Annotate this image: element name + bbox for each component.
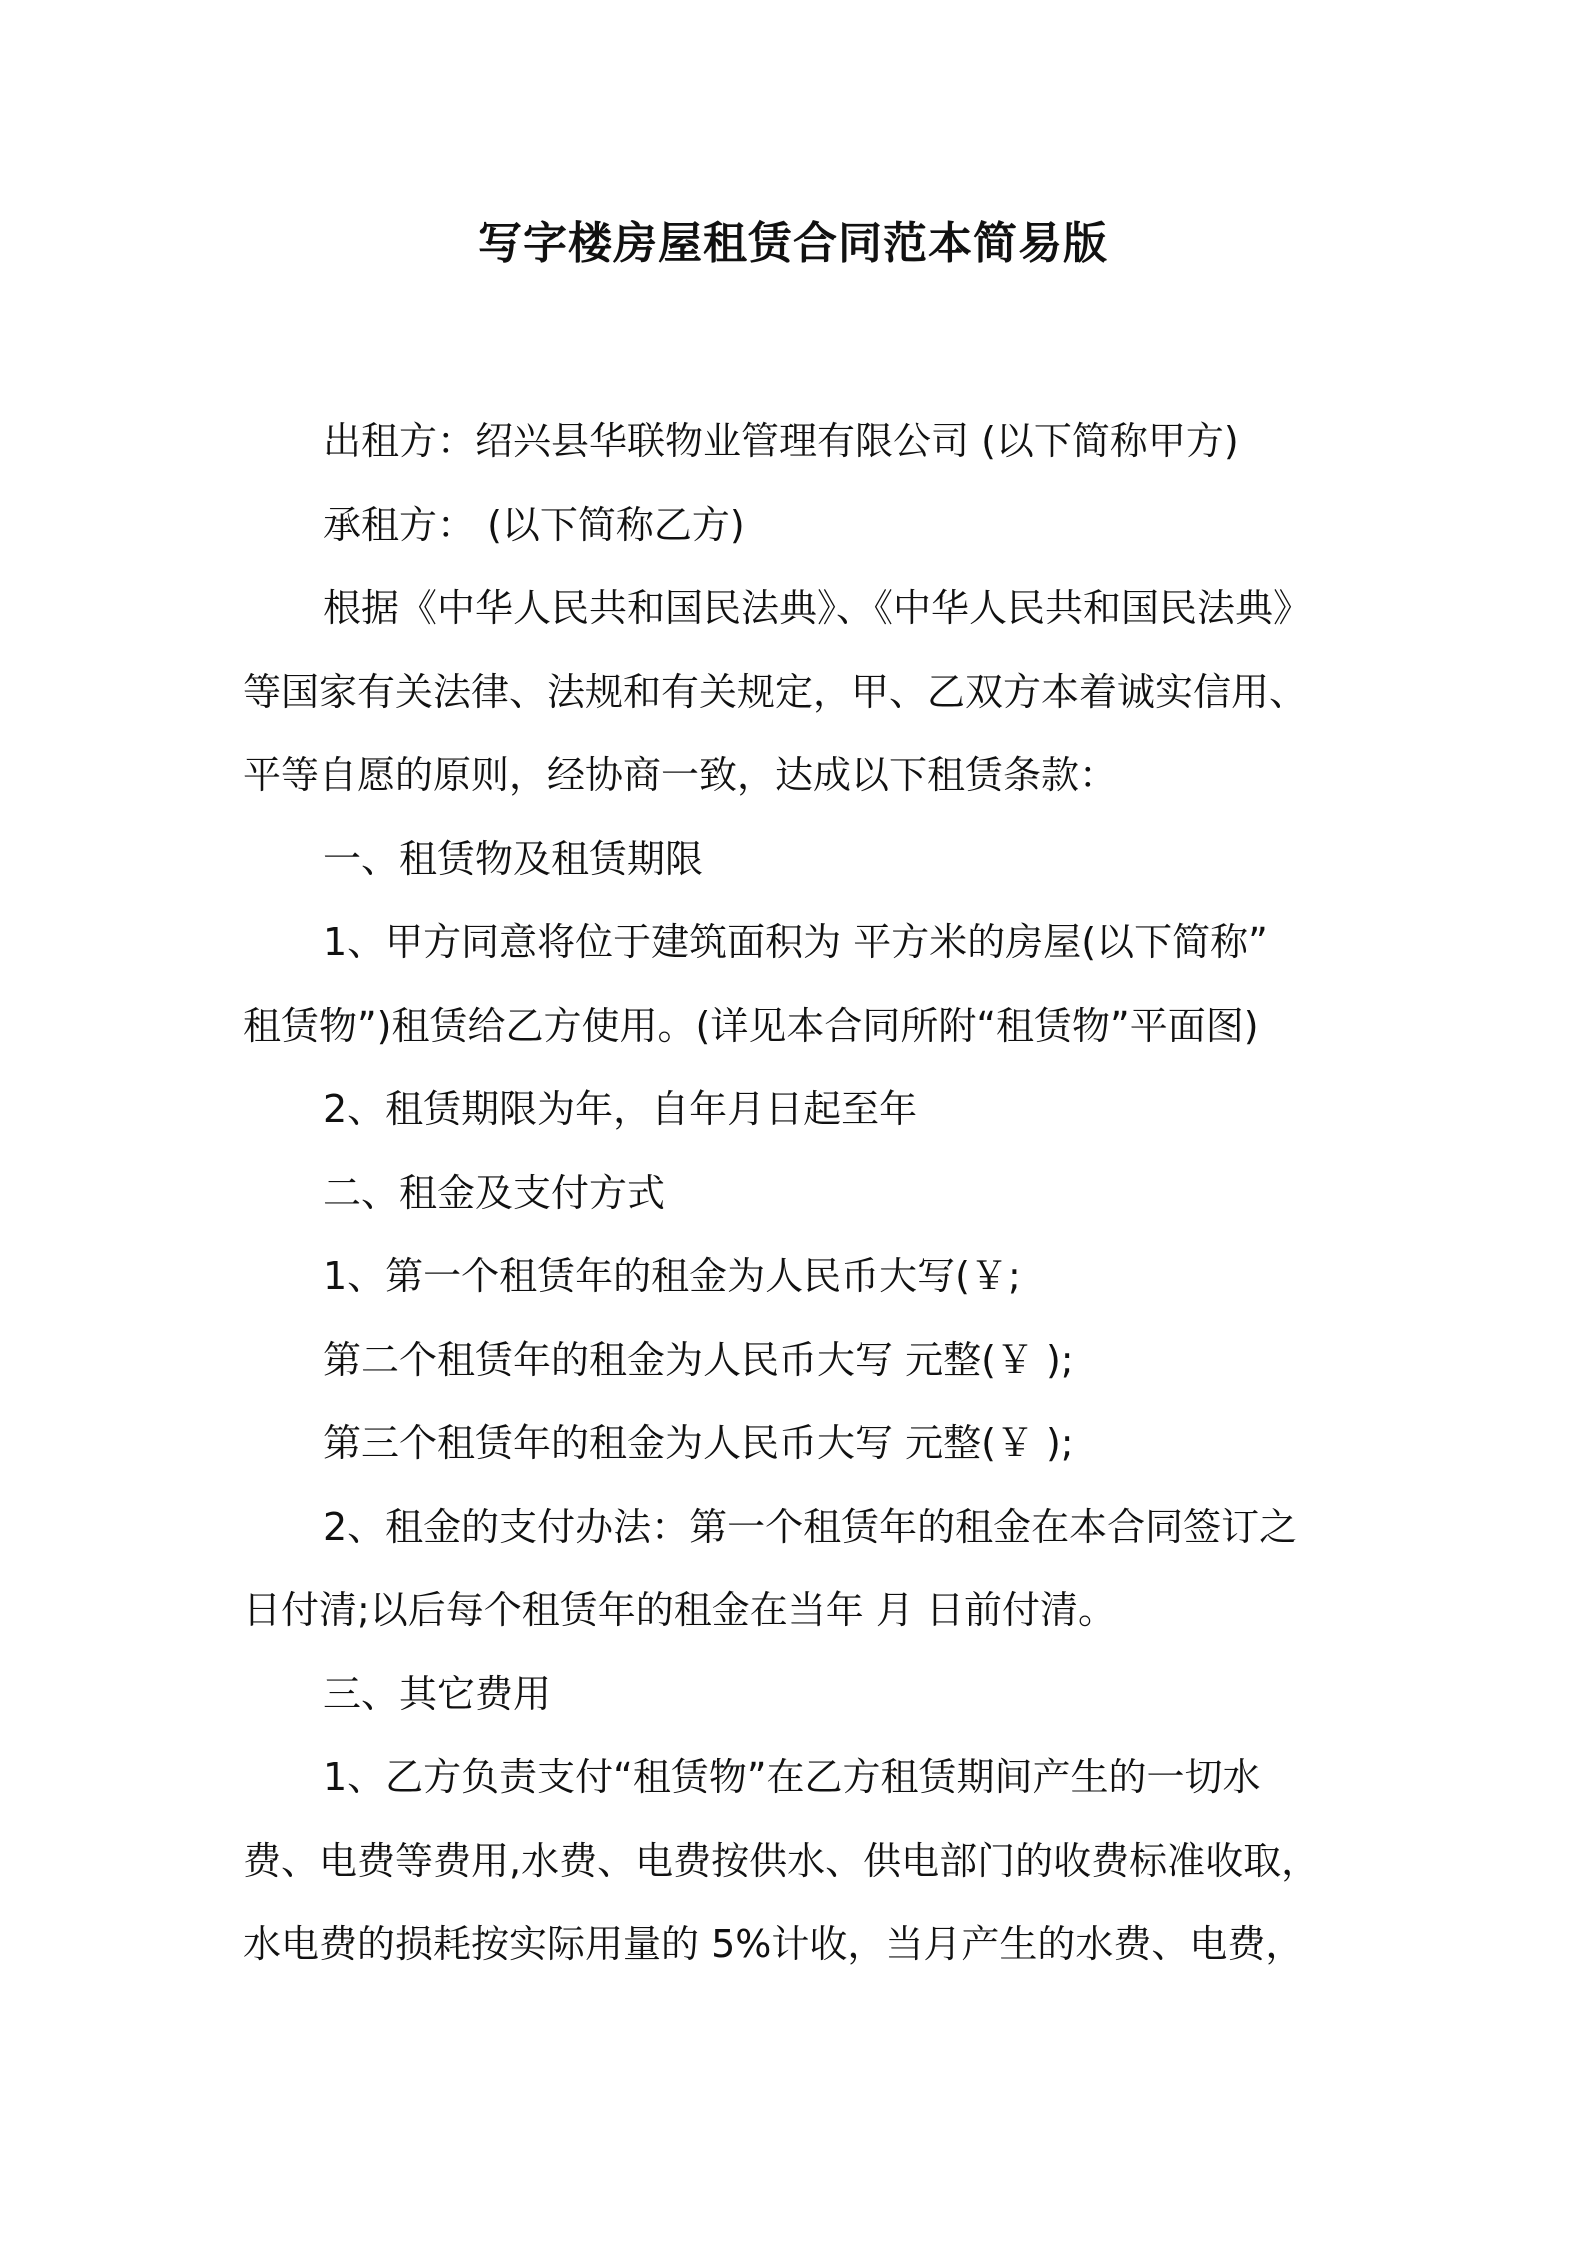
clause-2-2-line-1: 2、租金的支付办法：第一个租赁年的租金在本合同签订之 [323,1504,1298,1549]
lessee-line: 承租方： (以下简称乙方) [323,502,745,547]
document-title: 写字楼房屋租赁合同范本简易版 [478,218,1108,269]
preamble-line-3: 平等自愿的原则，经协商一致，达成以下租赁条款： [243,753,1118,797]
section-heading-2: 二、租金及支付方式 [323,1170,666,1215]
clause-2-1-year-3: 第三个租赁年的租金为人民币大写 元整(￥ ); [323,1421,1074,1465]
clause-3-1-line-1: 1、乙方负责支付“租赁物”在乙方租赁期间产生的一切水 [323,1755,1261,1799]
section-heading-3: 三、其它费用 [323,1671,552,1716]
clause-3-1-line-3: 水电费的损耗按实际用量的 5%计收，当月产生的水费、电费， [243,1922,1304,1966]
clause-1-2: 2、租赁期限为年，自年月日起至年 [323,1087,918,1131]
lessor-line: 出租方：绍兴县华联物业管理有限公司 (以下简称甲方) [323,419,1239,463]
clause-1-1-line-2: 租赁物”)租赁给乙方使用。(详见本合同所附“租赁物”平面图) [243,1003,1259,1048]
clause-1-1-line-1: 1、甲方同意将位于建筑面积为 平方米的房屋(以下简称” [323,920,1268,964]
section-heading-1: 一、租赁物及租赁期限 [323,836,704,881]
clause-3-1-line-2: 费、电费等费用,水费、电费按供水、供电部门的收费标准收取， [243,1838,1320,1883]
document-body [243,400,1353,1987]
clause-2-1-year-2: 第二个租赁年的租金为人民币大写 元整(￥ ); [323,1337,1074,1382]
clause-2-1-year-1: 1、第一个租赁年的租金为人民币大写(￥; [323,1254,1021,1298]
clause-2-2-line-2: 日付清;以后每个租赁年的租金在当年 月 日前付清。 [243,1588,1116,1632]
preamble-line-2: 等国家有关法律、法规和有关规定，甲、乙双方本着诚实信用、 [243,669,1308,714]
preamble-line-1: 根据《中华人民共和国民法典》、《中华人民共和国民法典》 [323,586,1312,630]
